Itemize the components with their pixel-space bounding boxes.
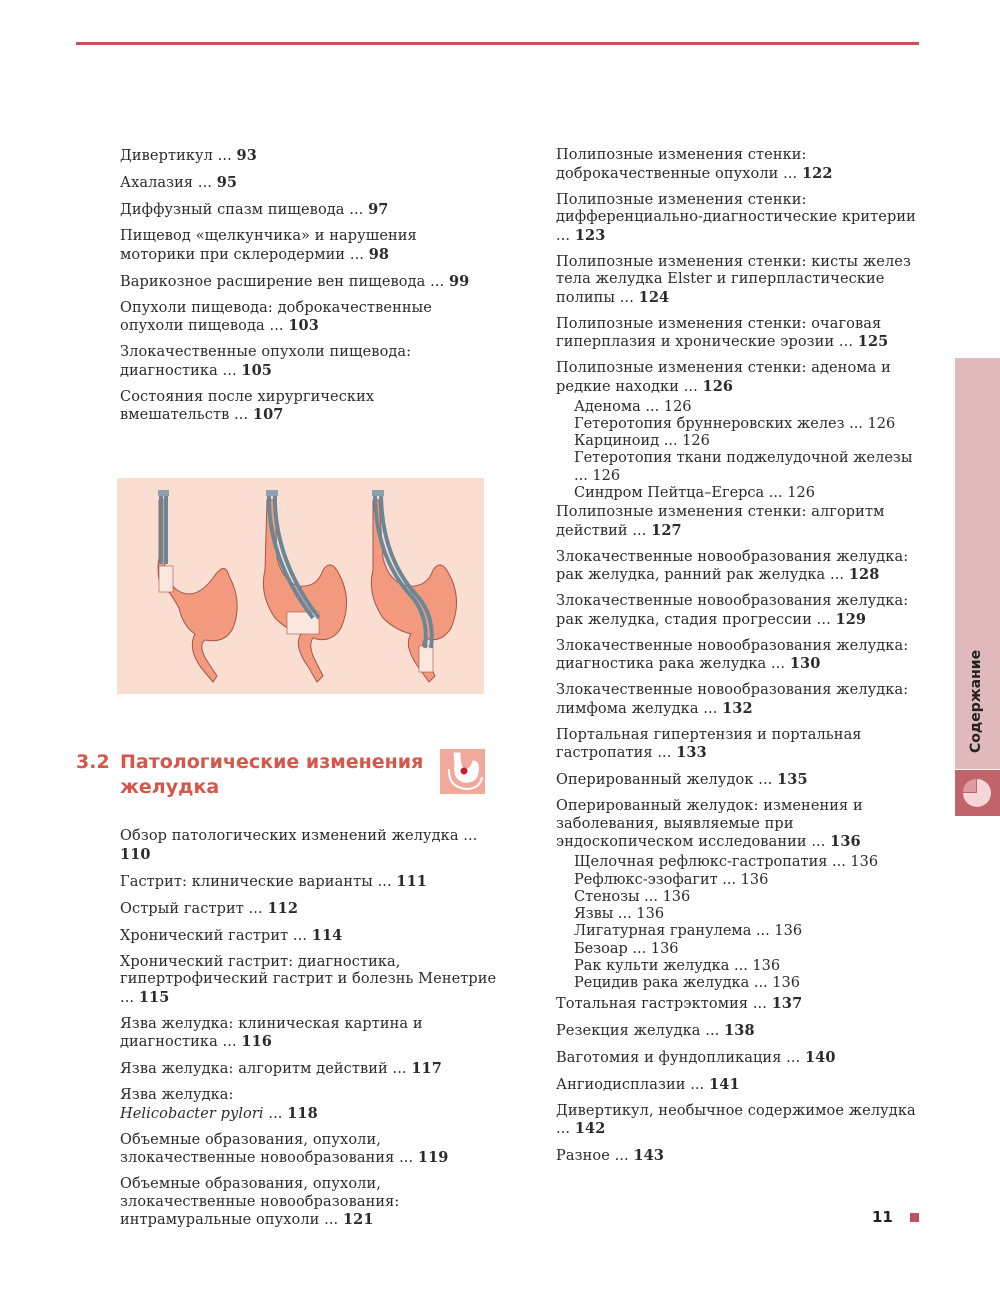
stomach-3-icon [371, 490, 456, 682]
toc-page-number: 110 [120, 845, 151, 863]
toc-page-number: 105 [241, 361, 272, 379]
toc-entry[interactable]: Злокачественные новообразования желудка: диагностика рака желудка ... 130 [556, 637, 909, 673]
toc-page-number: 98 [368, 245, 390, 263]
toc-page-number: 133 [676, 744, 707, 762]
page-marker-square [910, 1213, 919, 1222]
toc-entry[interactable]: Объемные образования, опухоли, злокачественные новообразования ... 119 [120, 1131, 449, 1166]
toc-subentry[interactable]: Стенозы ... 136 [574, 888, 691, 905]
toc-page-number: 130 [789, 655, 821, 673]
toc-entry[interactable]: Полипозные изменения стенки: алгоритм действий ... 127 [556, 504, 885, 539]
contents-side-tab-label: Содержание [968, 649, 984, 753]
toc-page-number: 99 [448, 272, 470, 290]
stomach-section-icon [440, 749, 485, 794]
stomach-1-icon [158, 490, 237, 682]
toc-left-bottom [120, 828, 500, 1238]
stomach-illustration [117, 478, 484, 694]
stomach-drawings [117, 478, 484, 694]
chapter-marker [955, 770, 1000, 816]
toc-page-number: 143 [633, 1147, 665, 1165]
toc-page-number: 128 [848, 566, 880, 584]
toc-page-number: 93 [236, 147, 257, 164]
toc-entry[interactable]: Состояния после хирургических вмешательств ... 107 [120, 388, 375, 423]
toc-entry[interactable]: Оперированный желудок ... 135 [556, 771, 808, 789]
toc-page-number: 118 [287, 1104, 318, 1122]
toc-entry[interactable]: Ангиодисплазии ... 141 [556, 1075, 740, 1093]
toc-entry[interactable]: Дивертикул ... 93 [120, 147, 257, 164]
toc-entry[interactable]: Полипозные изменения стенки: кисты желез тела желудка Elster и гиперпластические полипы ... 124 [556, 253, 911, 306]
toc-entry[interactable]: Опухоли пищевода: доброкачественные опухоли пищевода ... 103 [120, 299, 432, 334]
toc-entry[interactable]: Ваготомия и фундопликация ... 140 [556, 1048, 836, 1066]
toc-page-number: 107 [252, 406, 284, 423]
toc-subentries [556, 399, 926, 503]
toc-page-number: 127 [651, 521, 682, 539]
toc-entry[interactable]: Полипозные изменения стенки: дифференциально-диагностические критерии ... 123 [556, 191, 916, 244]
toc-page-number: 135 [777, 771, 808, 789]
toc-entry[interactable]: Злокачественные опухоли пищевода: диагностика ... 105 [120, 344, 412, 379]
toc-entry[interactable]: Язва желудка: алгоритм действий ... 117 [120, 1060, 442, 1077]
toc-page-number: 97 [368, 201, 389, 218]
toc-entry[interactable]: Злокачественные новообразования желудка: рак желудка, ранний рак желудка ... 128 [556, 548, 909, 584]
toc-subentry[interactable]: Язвы ... 136 [574, 906, 665, 923]
toc-page-number: 126 [702, 377, 734, 395]
toc-page-number: 137 [771, 994, 803, 1012]
toc-page-number: 140 [804, 1048, 836, 1066]
toc-page-number: 122 [801, 164, 833, 182]
toc-entry[interactable]: Злокачественные новообразования желудка: лимфома желудка ... 132 [556, 682, 909, 717]
toc-subentry[interactable]: Гетеротопия ткани поджелудочной железы ... 126 [574, 450, 913, 484]
toc-page-number: 123 [574, 226, 606, 244]
toc-entry[interactable]: Диффузный спазм пищевода ... 97 [120, 201, 389, 218]
toc-page-number: 116 [241, 1033, 272, 1050]
toc-subentry[interactable]: Лигатурная гранулема ... 136 [574, 923, 803, 940]
toc-entry[interactable]: Оперированный желудок: изменения и заболевания, выявляемые при эндоскопическом исследовании ... 136 [556, 798, 863, 851]
toc-page-number: 124 [638, 288, 670, 306]
toc-page-number: 136 [830, 833, 861, 851]
toc-right [556, 147, 926, 1174]
toc-left-top [120, 147, 480, 433]
toc-subentry[interactable]: Карциноид ... 126 [574, 433, 710, 450]
toc-page-number: 129 [835, 610, 867, 628]
top-rule [76, 42, 919, 45]
toc-page-number: 111 [396, 872, 427, 890]
toc-page-number: 142 [574, 1120, 606, 1138]
toc-subentry[interactable]: Рецидив рака желудка ... 136 [574, 975, 800, 992]
toc-page-number: 95 [216, 174, 238, 191]
italic-term: Helicobacter pylori [120, 1105, 264, 1122]
toc-entry[interactable]: Тотальная гастрэктомия ... 137 [556, 994, 803, 1012]
toc-page-number: 141 [709, 1075, 740, 1093]
toc-page-number: 132 [722, 699, 753, 717]
stomach-icon [440, 749, 485, 794]
toc-entry[interactable]: Хронический гастрит ... 114 [120, 926, 343, 944]
section-number: 3.2 [76, 751, 110, 773]
toc-page-number: 103 [288, 317, 319, 334]
toc-page-number: 119 [417, 1149, 449, 1166]
toc-entry[interactable]: Варикозное расширение вен пищевода ... 99 [120, 272, 470, 290]
toc-subentry[interactable]: Рефлюкс-эзофагит ... 136 [574, 871, 769, 888]
toc-entry[interactable]: Объемные образования, опухоли, злокачественные новообразования: интрамуральные опухоли ... 121 [120, 1176, 400, 1228]
toc-entry[interactable]: Пищевод «щелкунчика» и нарушения моторики при склеродермии ... 98 [120, 228, 417, 263]
toc-entry[interactable]: Острый гастрит ... 112 [120, 899, 299, 917]
stomach-2-icon [263, 490, 346, 682]
toc-page-number: 117 [411, 1060, 442, 1077]
toc-entry[interactable]: Полипозные изменения стенки: доброкачественные опухоли ... 122 [556, 147, 833, 182]
toc-subentry[interactable]: Щелочная рефлюкс-гастропатия ... 136 [574, 854, 879, 871]
toc-entry[interactable]: Резекция желудка ... 138 [556, 1021, 755, 1039]
toc-page-number: 114 [311, 926, 343, 944]
toc-subentry[interactable]: Аденома ... 126 [574, 398, 692, 415]
toc-entry[interactable]: Язва желудка: Helicobacter pylori ... 118 [120, 1087, 318, 1122]
toc-page-number: 138 [724, 1021, 755, 1039]
toc-entry[interactable]: Язва желудка: клиническая картина и диагностика ... 116 [120, 1015, 423, 1050]
toc-page-number: 112 [267, 899, 299, 917]
toc-entry[interactable]: Полипозные изменения стенки: очаговая гиперплазия и хронические эрозии ... 125 [556, 315, 889, 350]
toc-entry[interactable]: Дивертикул, необычное содержимое желудка ... 142 [556, 1102, 916, 1138]
toc-entry[interactable]: Портальная гипертензия и портальная гастропатия ... 133 [556, 726, 862, 762]
toc-entry[interactable]: Хронический гастрит: диагностика, гипертрофический гастрит и болезнь Менетрие ... 115 [120, 953, 497, 1006]
toc-subentries [556, 854, 926, 992]
toc-page-number: 121 [342, 1211, 374, 1228]
section-title: Патологические изменения желудка [120, 751, 424, 798]
toc-entry[interactable]: Полипозные изменения стенки: аденома и редкие находки ... 126 [556, 360, 891, 395]
toc-subentry[interactable]: Рак культи желудка ... 136 [574, 958, 781, 975]
pie-icon [955, 770, 1000, 816]
page-number: 11 [872, 1208, 893, 1226]
toc-entry[interactable]: Обзор патологических изменений желудка ... 110 [120, 828, 478, 863]
toc-subentry[interactable]: Синдром Пейтца–Егерса ... 126 [574, 484, 815, 501]
toc-subentry[interactable]: Безоар ... 136 [574, 940, 679, 957]
toc-subentry[interactable]: Гетеротопия бруннеровских желез ... 126 [574, 415, 896, 432]
toc-page-number: 115 [138, 988, 170, 1006]
toc-entry[interactable]: Разное ... 143 [556, 1147, 665, 1165]
toc-page-number: 125 [857, 333, 889, 350]
toc-entry[interactable]: Гастрит: клинические варианты ... 111 [120, 872, 427, 890]
toc-entry[interactable]: Злокачественные новообразования желудка: рак желудка, стадия прогрессии ... 129 [556, 593, 909, 628]
toc-entry[interactable]: Ахалазия ... 95 [120, 174, 238, 191]
